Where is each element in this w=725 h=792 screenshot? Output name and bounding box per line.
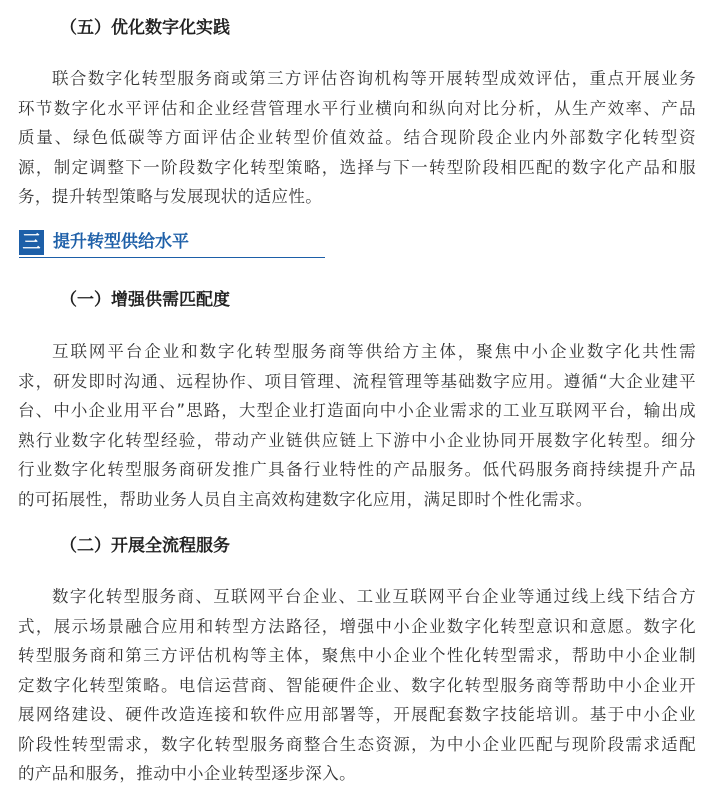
- paragraph-line: 源，制定调整下一阶段数字化转型策略，选择与下一转型阶段相匹配的数字化产品和服: [18, 157, 696, 177]
- paragraph-optimize-digital-practice: [18, 64, 696, 212]
- paragraph-line: 展网络建设、硬件改造连接和软件应用部署等，开展配套数字技能培训。基于中小企业: [18, 705, 696, 724]
- paragraph-full-process-service: [18, 582, 696, 789]
- heading-full-process-service: （二）开展全流程服务: [60, 536, 230, 556]
- heading-optimize-digital-practice: （五）优化数字化实践: [60, 18, 230, 38]
- paragraph-line: 求，研发即时沟通、远程协作、项目管理、流程管理等基础数字应用。遵循“大企业建平: [18, 371, 696, 391]
- paragraph-line: 阶段性转型需求，数字化转型服务商整合生态资源，为中小企业匹配与现阶段需求适配: [18, 734, 696, 754]
- paragraph-line: 的产品和服务，推动中小企业转型逐步深入。: [18, 764, 356, 783]
- section-underline: [19, 257, 325, 258]
- paragraph-line: 数字化转型服务商、互联网平台企业、工业互联网平台企业等通过线上线下结合方: [52, 587, 696, 606]
- heading-supply-demand-matching: （一）增强供需匹配度: [60, 290, 230, 310]
- paragraph-line: 式，展示场景融合应用和转型方法路径，增强中小企业数字化转型意识和意愿。数字化: [18, 616, 696, 636]
- paragraph-line: 的可拓展性，帮助业务人员自主高效构建数字化应用，满足即时个性化需求。: [18, 489, 593, 509]
- paragraph-line: 行业数字化转型服务商研发推广具备行业特性的产品服务。低代码服务商持续提升产品: [18, 460, 696, 479]
- section-banner: [19, 228, 325, 258]
- paragraph-line: 质量、绿色低碳等方面评估企业转型价值效益。结合现阶段企业内外部数字化转型资: [18, 128, 696, 147]
- paragraph-line: 转型服务商和第三方评估机构等主体，聚焦中小企业个性化转型需求，帮助中小企业制: [18, 646, 696, 665]
- paragraph-line: 环节数字化水平评估和企业经营管理水平行业横向和纵向对比分析，从生产效率、产品: [18, 98, 696, 118]
- section-number-badge: 三: [19, 230, 44, 255]
- section-title: 提升转型供给水平: [53, 232, 189, 252]
- paragraph-line: 熟行业数字化转型经验，带动产业链供应链上下游中小企业协同开展数字化转型。细分: [18, 430, 696, 450]
- paragraph-line: 互联网平台企业和数字化转型服务商等供给方主体，聚焦中小企业数字化共性需: [52, 342, 696, 361]
- paragraph-line: 定数字化转型策略。电信运营商、智能硬件企业、数字化转型服务商等帮助中小企业开: [18, 675, 696, 695]
- paragraph-line: 联合数字化转型服务商或第三方评估咨询机构等开展转型成效评估，重点开展业务: [52, 69, 696, 88]
- paragraph-supply-demand-matching: [18, 337, 696, 514]
- paragraph-line: 台、中小企业用平台”思路，大型企业打造面向中小企业需求的工业互联网平台，输出成: [18, 401, 696, 420]
- paragraph-line: 务，提升转型策略与发展现状的适应性。: [18, 187, 323, 206]
